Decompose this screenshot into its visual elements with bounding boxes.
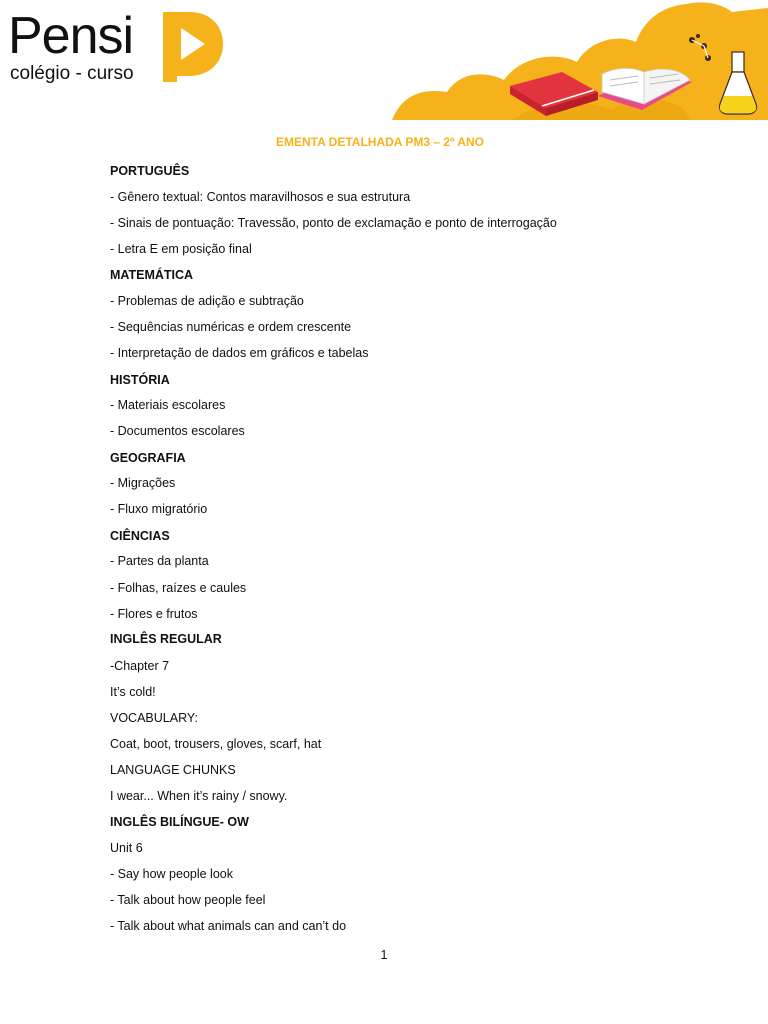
list-item: It’s cold!	[110, 685, 156, 699]
logo-wordmark: Pensi	[8, 7, 134, 65]
list-item: - Problemas de adição e subtração	[110, 294, 304, 308]
list-item: - Sinais de pontuação: Travessão, ponto de exclamação e ponto de interrogação	[110, 216, 557, 230]
list-item: VOCABULARY:	[110, 711, 199, 725]
list-item: - Talk about what animals can and can’t do	[110, 919, 347, 933]
list-item: Unit 6	[110, 841, 143, 855]
list-item: - Migrações	[110, 476, 176, 490]
list-item: I wear... When it’s rainy / snowy.	[110, 789, 288, 803]
list-item: Coat, boot, trousers, gloves, scarf, hat	[110, 737, 322, 751]
logo-play-icon	[159, 8, 225, 82]
list-item: LANGUAGE CHUNKS	[110, 763, 236, 777]
list-item: - Talk about how people feel	[110, 893, 266, 907]
section-heading-ciencias: CIÊNCIAS	[110, 529, 170, 543]
list-item: - Flores e frutos	[110, 607, 198, 621]
list-item: - Letra E em posição final	[110, 242, 252, 256]
page-number: 1	[380, 948, 388, 962]
list-item: - Folhas, raízes e caules	[110, 581, 247, 595]
list-item: - Gênero textual: Contos maravilhosos e sua estrutura	[110, 190, 411, 204]
list-item: - Documentos escolares	[110, 424, 245, 438]
list-item: - Say how people look	[110, 867, 233, 881]
section-heading-ingles-bilingue: INGLÊS BILÍNGUE- OW	[110, 815, 249, 829]
section-heading-historia: HISTÓRIA	[110, 373, 170, 387]
list-item: - Fluxo migratório	[110, 502, 208, 516]
list-item: - Materiais escolares	[110, 398, 226, 412]
section-heading-geografia: GEOGRAFIA	[110, 451, 186, 465]
section-heading-ingles-regular: INGLÊS REGULAR	[110, 632, 222, 646]
list-item: - Interpretação de dados em gráficos e tabelas	[110, 346, 369, 360]
list-item: - Sequências numéricas e ordem crescente	[110, 320, 352, 334]
logo-subtitle: colégio - curso	[10, 63, 134, 84]
decorative-banner-illustration	[392, 0, 768, 120]
list-item: -Chapter 7	[110, 659, 170, 673]
list-item: - Partes da planta	[110, 554, 209, 568]
section-heading-matematica: MATEMÁTICA	[110, 268, 194, 282]
document-title: EMENTA DETALHADA PM3 – 2º ANO	[276, 135, 484, 149]
page-header	[0, 0, 768, 122]
section-heading-portugues: PORTUGUÊS	[110, 164, 190, 178]
